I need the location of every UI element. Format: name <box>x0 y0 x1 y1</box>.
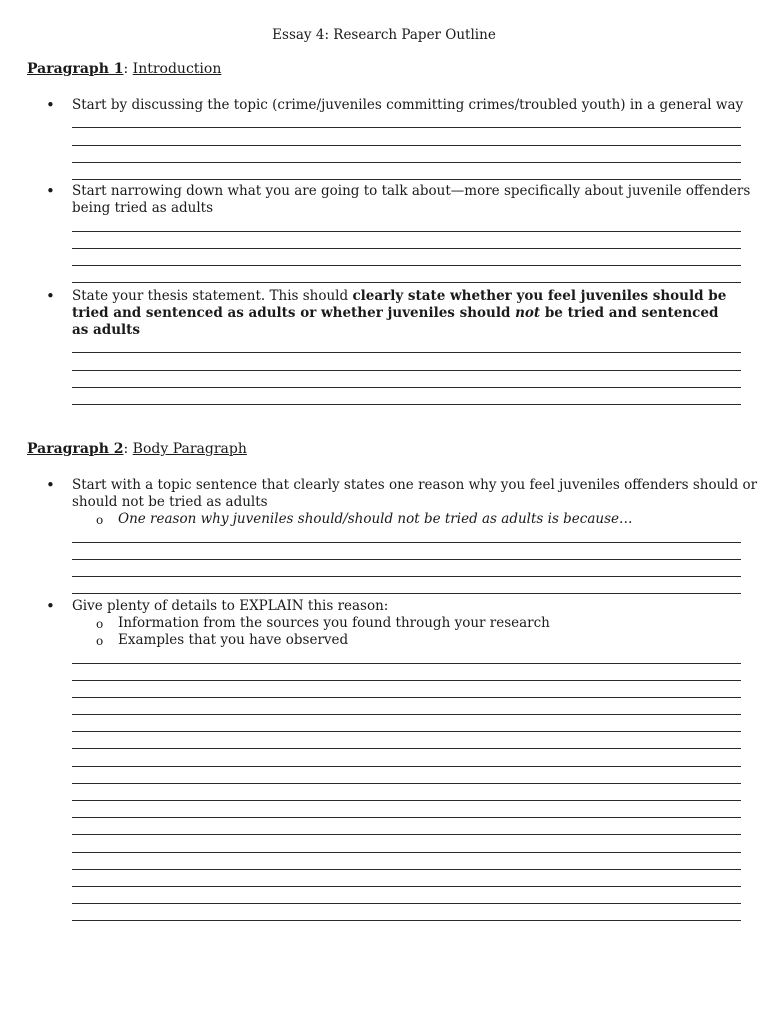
writing-line <box>72 680 741 681</box>
paragraph1-heading-colon: : <box>123 61 133 77</box>
p2-bullet1-line2: should not be tried as adults <box>72 494 268 510</box>
p1-bullet3-bold1: clearly state whether you feel juveniles should be <box>352 288 727 304</box>
p1-bullet2-line2: being tried as adults <box>72 200 214 216</box>
bullet-icon: • <box>46 287 55 305</box>
writing-line <box>72 231 741 232</box>
paragraph2-heading-colon: : <box>123 441 133 457</box>
writing-line <box>72 576 741 577</box>
writing-line <box>72 783 741 784</box>
writing-line <box>72 352 741 353</box>
p2-bullet1-line1: Start with a topic sentence that clearly states one reason why you feel juveniles offenders should or <box>72 477 758 493</box>
writing-line <box>72 404 741 405</box>
p1-bullet3-line1 <box>72 288 744 305</box>
writing-line <box>72 869 741 870</box>
p1-bullet3-not: not <box>515 305 541 321</box>
writing-line <box>72 920 741 921</box>
writing-line <box>72 731 741 732</box>
sub-bullet-icon: o <box>96 617 104 631</box>
sub-bullet-icon: o <box>96 634 104 648</box>
bullet-icon: • <box>46 597 55 615</box>
paragraph2-heading-label: Paragraph 2 <box>27 441 124 457</box>
p1-bullet2-line1: Start narrowing down what you are going to talk about—more specifically about juvenile offenders <box>72 183 751 199</box>
bullet-icon: • <box>46 476 55 494</box>
paragraph2-heading <box>27 441 247 458</box>
p1-bullet3-line2 <box>72 305 744 322</box>
writing-line <box>72 282 741 283</box>
writing-line <box>72 714 741 715</box>
paragraph1-heading-title: Introduction <box>132 61 222 77</box>
paragraph1-heading-label: Paragraph 1 <box>27 61 124 77</box>
writing-line <box>72 559 741 560</box>
writing-line <box>72 663 741 664</box>
writing-line <box>72 852 741 853</box>
p1-bullet3-line3: as adults <box>72 322 141 338</box>
writing-line <box>72 145 741 146</box>
p2-bullet1-sub1: One reason why juveniles should/should not be tried as adults is because… <box>118 511 633 527</box>
writing-line <box>72 265 741 266</box>
writing-line <box>72 817 741 818</box>
writing-line <box>72 162 741 163</box>
p1-bullet3-plain: State your thesis statement. This should <box>72 288 353 304</box>
p2-bullet2-text: Give plenty of details to EXPLAIN this reason: <box>72 598 389 614</box>
bullet-icon: • <box>46 96 55 114</box>
writing-line <box>72 834 741 835</box>
writing-line <box>72 886 741 887</box>
writing-line <box>72 903 741 904</box>
writing-line <box>72 748 741 749</box>
writing-line <box>72 766 741 767</box>
p2-bullet2-sub1: Information from the sources you found through your research <box>118 615 550 631</box>
p1-bullet3-bold2: tried and sentenced as adults or whether juveniles should <box>72 305 516 321</box>
writing-line <box>72 127 741 128</box>
p2-bullet2-sub2: Examples that you have observed <box>118 632 349 648</box>
p1-bullet1-text: Start by discussing the topic (crime/juveniles committing crimes/troubled youth) in a general way <box>72 97 744 113</box>
page-title: Essay 4: Research Paper Outline <box>272 27 496 43</box>
bullet-icon: • <box>46 182 55 200</box>
writing-line <box>72 179 741 180</box>
writing-line <box>72 387 741 388</box>
writing-line <box>72 800 741 801</box>
paragraph2-heading-title: Body Paragraph <box>132 441 247 457</box>
writing-line <box>72 593 741 594</box>
p1-bullet3-tail: be tried and sentenced <box>540 305 719 321</box>
writing-line <box>72 697 741 698</box>
writing-line <box>72 248 741 249</box>
writing-line <box>72 370 741 371</box>
paragraph1-heading <box>27 61 221 78</box>
sub-bullet-icon: o <box>96 513 104 527</box>
writing-line <box>72 542 741 543</box>
